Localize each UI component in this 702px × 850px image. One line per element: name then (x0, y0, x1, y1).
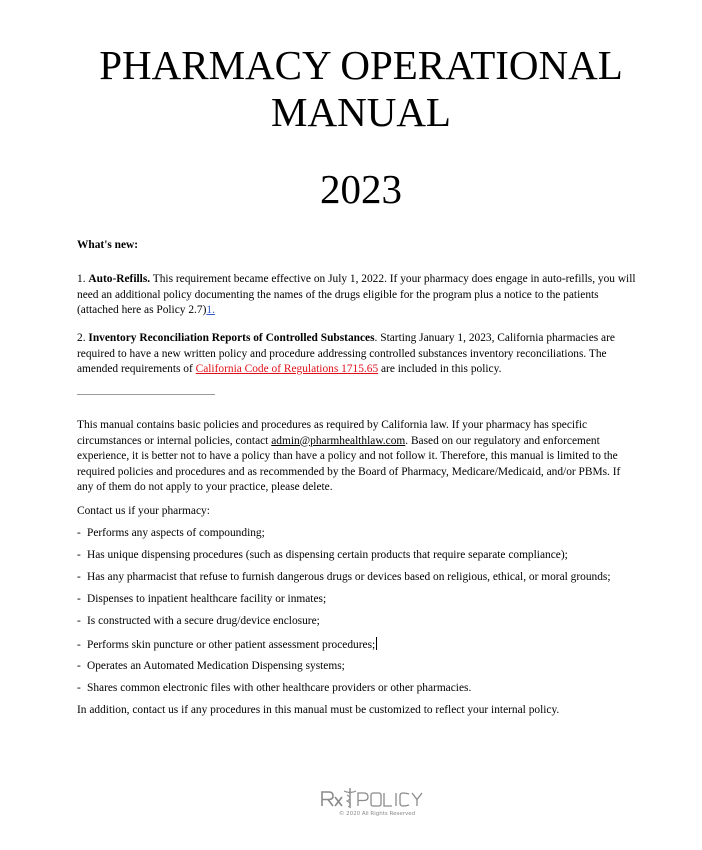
footnote-link[interactable]: 1 (206, 304, 213, 316)
contact-heading: Contact us if your pharmacy: (77, 505, 210, 517)
rxpolicy-logo-icon (318, 785, 436, 811)
list-item: - Performs skin puncture or other patient assessment procedures; (77, 639, 376, 651)
list-item: - Operates an Automated Medication Dispensing systems; (77, 660, 345, 672)
list-item: - Dispenses to inpatient healthcare facility or inmates; (77, 593, 327, 605)
item-2-text-before: . Starting January 1, 2023, California pharmacies are required to have a new written policy and procedure addressing controlled substances inventory reconciliations. The amended requirements of (77, 332, 615, 375)
intro-text-after: . Based on our regulatory and enforcement experience, it is better not to have a policy than have a policy and not follow it. Therefore, this manual is limited to the required policies and procedures and as recommended by the Board of Pharmacy, Medicare/Medicaid, and/or PBMs. If any of them do not apply to your practice, please delete. (77, 434, 621, 493)
document-title-line1: PHARMACY OPERATIONAL (99, 42, 623, 88)
document-year: 2023 (320, 166, 402, 212)
list-item: - Shares common electronic files with other healthcare providers or other pharmacies. (77, 682, 472, 694)
section-divider (77, 394, 215, 395)
list-item: - Performs any aspects of compounding; (77, 527, 265, 539)
list-item: - Has any pharmacist that refuse to furnish dangerous drugs or devices based on religious, ethical, or moral grounds; (77, 571, 611, 583)
intro-paragraph (77, 418, 637, 496)
rxpolicy-logo (318, 785, 436, 825)
whats-new-item-1: 1. Auto-Refills. This requirement became effective on July 1, 2022. If your pharmacy does engage in auto-refills, you will need an additional policy documenting the names of the drugs eligible for the program plus a notice to the patients (attached here as Policy 2.7)1. (77, 273, 636, 316)
item-1-number: 1. (77, 273, 86, 285)
closing-paragraph: In addition, contact us if any procedures in this manual must be customized to reflect your internal policy. (77, 704, 560, 716)
list-item: - Has unique dispensing procedures (such as dispensing certain products that require separate compliance); (77, 549, 568, 561)
whats-new-heading: What's new: (77, 239, 139, 251)
item-1-text: This requirement became effective on July 1, 2022. If your pharmacy does engage in auto-refills, you will need an additional policy documenting the names of the drugs eligible for the program plus a notice to the patients (attached here as Policy 2.7) (77, 273, 636, 316)
copyright-text: © 2020 All Rights Reserved (338, 811, 416, 817)
item-2-text-after: are included in this policy. (378, 363, 502, 375)
list-item: - Is constructed with a secure drug/device enclosure; (77, 615, 320, 627)
item-1-label: Auto-Refills. (88, 273, 151, 285)
item-2-label: Inventory Reconciliation Reports of Controlled Substances (88, 332, 375, 344)
email-link[interactable]: admin@pharmhealthlaw.com (271, 434, 406, 447)
text-cursor (376, 637, 377, 650)
whats-new-item-2 (77, 331, 637, 378)
document-title-line2: MANUAL (271, 89, 451, 135)
item-2-number: 2. (77, 332, 86, 344)
intro-text-before: This manual contains basic policies and procedures as required by California law. If your pharmacy has specific circumstances or internal policies, contact (77, 419, 588, 447)
regulation-link[interactable]: California Code of Regulations 1715.65 (195, 363, 379, 375)
